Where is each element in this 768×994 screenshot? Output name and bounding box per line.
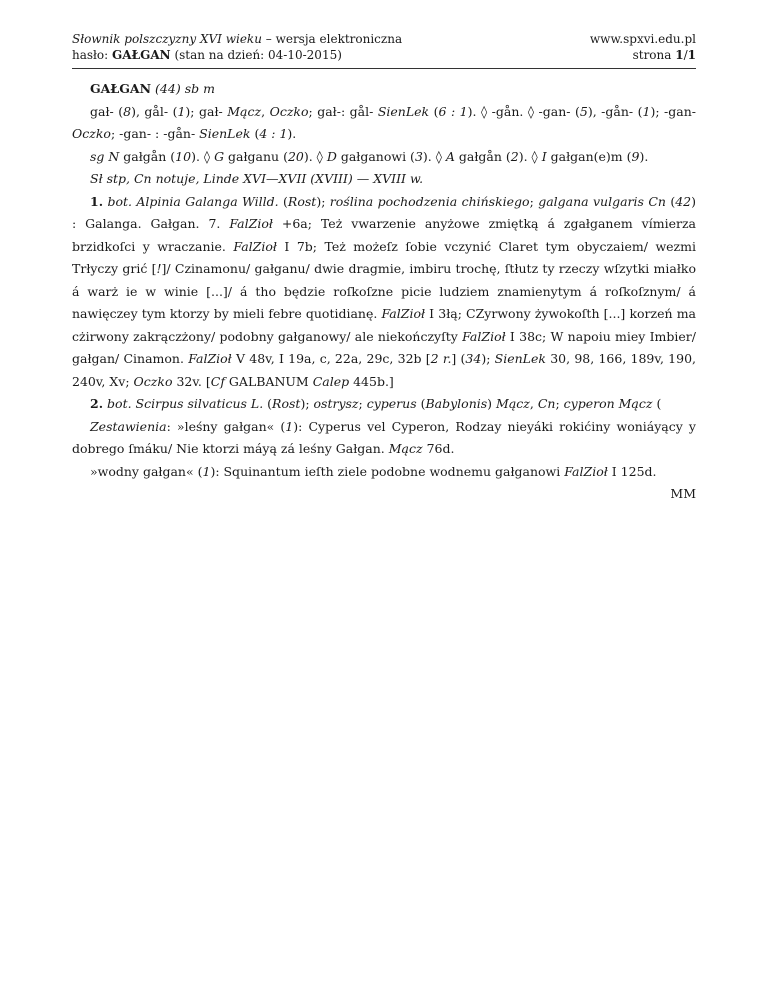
compound-wodny: »wodny gałgan« (1): Squinantum ieſth ziele podobne wodnemu gałganowi FalZioł I 125d. <box>90 463 657 479</box>
occurrence-count: (44) <box>155 81 181 96</box>
page-number: strona 1/1 <box>632 48 696 62</box>
header-left <box>72 31 402 63</box>
dictionary-title: Słownik polszczyzny XVI wieku – wersja elektroniczna <box>72 32 403 46</box>
header-divider <box>72 68 696 69</box>
part-of-speech: sb m <box>184 81 215 96</box>
header-right <box>590 31 696 63</box>
compound-lesny: Zestawienia: »leśny gałgan« (1): Cyperus vel Cyperon, Rodzay nieyáki rokićiny woniáyący y dobrego ſmáku/ Nie ktorzi máyą zá leśny Gałgan. Mącz 76d. <box>72 418 696 456</box>
site-link[interactable]: www.spxvi.edu.pl <box>589 32 696 46</box>
sources-note: Sł stp, Cn notuje, Linde XVI—XVII (XVIII) — XVIII w. <box>90 171 424 186</box>
forms-paragraph: gał- (8), gål- (1); gał- Mącz, Oczko; gał-: gål- SienLek (6 : 1). ◊ -gån. ◊ -gan- (5), -gån- (1); -gan- Oczko; -gan- : -gån- SienLek (4 : 1). <box>72 103 697 141</box>
entry-status: hasło: GAŁGAN (stan na dzień: 04-10-2015) <box>72 48 342 62</box>
entry-headline <box>72 78 696 101</box>
headword: GAŁGAN <box>90 81 152 96</box>
sense-1: 1. bot. Alpinia Galanga Willd. (Rost); roślina pochodzenia chińskiego; galgana vulgaris Cn (42) : Galanga. Gałgan. 7. FalZioł +6a; Też vwarzenie anyżowe zmiętką á zgałganem vímierza brzidkoſci y wraczanie. FalZioł I 7b; Też możeſz ſobie vczynić Claret tym obyczaiem/ wezmi Trłyczy grić [!]/ Czinamonu/ gałganu/ dwie dragmie, imbiru trochę, ſtłutz ty rzeczy wſzytki miałko á warż ie w winie [...]/ á tho będzie roſkoſzne picie ludziem znamienytym á roſkoſznym/ á nawięczey tym ktorzy by mieli febre quotidianę. FalZioł I 3łą; CZyrwony żywokoſth [...] korzeń ma cżirwony zakrączżony/ podobny gałganowy/ ale niekończyſty FalZioł I 38c; W napoiu miey Imbier/ gałgan/ Cinamon. FalZioł V 48v, I 19a, c, 22a, 29c, 32b [2 r.] (34); SienLek 30, 98, 166, 189v, 190, 240v, Xv; Oczko 32v. [Cf GALBANUM Calep 445b.] <box>72 193 697 389</box>
inflection-paragraph: sg N gałgån (10). ◊ G gałganu (20). ◊ D gałganowi (3). ◊ A gałgån (2). ◊ I gałgan(e)m (9). <box>90 148 649 164</box>
author-initials: MM <box>670 486 696 501</box>
dictionary-entry <box>72 78 696 506</box>
sense-2: 2. bot. Scirpus silvaticus L. (Rost); ostrysz; cyperus (Babylonis) Mącz, Cn; cyperon Mącz ( <box>90 396 662 411</box>
